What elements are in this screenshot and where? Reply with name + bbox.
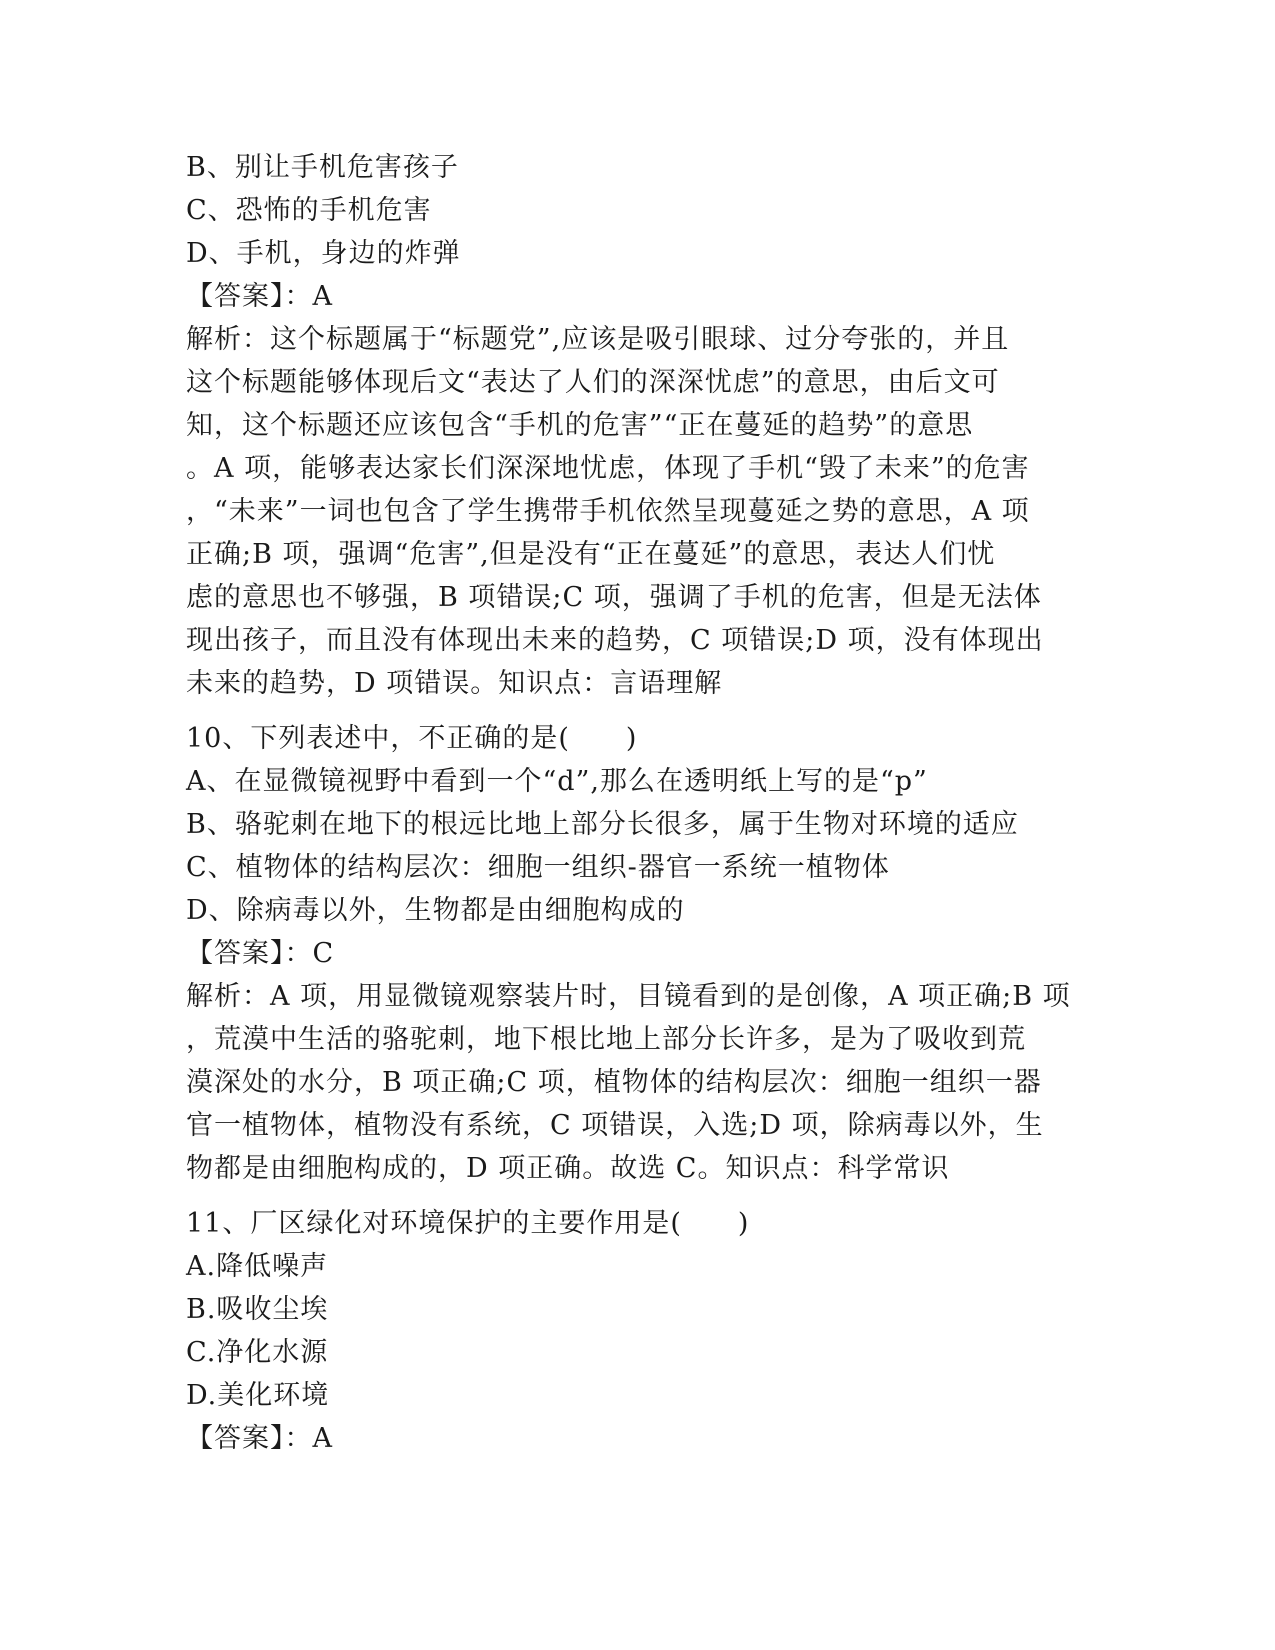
q10-option-c: C、植物体的结构层次：细胞一组织-器官一系统一植物体: [186, 852, 890, 883]
analysis-line: 知，这个标题还应该包含“手机的危害”“正在蔓延的趋势”的意思: [186, 410, 974, 441]
q11-option-a: A.降低噪声: [186, 1251, 329, 1282]
q9-option-d: D、手机，身边的炸弹: [186, 238, 461, 269]
q11-option-d: D.美化环境: [186, 1380, 330, 1411]
q10-question: 10、下列表述中，不正确的是( ): [186, 723, 638, 754]
analysis-line: 解析：这个标题属于“标题党”,应该是吸引眼球、过分夸张的，并且: [186, 324, 1010, 355]
q11-option-b: B.吸收尘埃: [186, 1294, 329, 1325]
analysis-line: 现出孩子，而且没有体现出未来的趋势，C 项错误;D 项，没有体现出: [186, 625, 1044, 656]
q11-option-c: C.净化水源: [186, 1337, 329, 1368]
analysis-line: 官一植物体，植物没有系统，C 项错误，入选;D 项，除病毒以外，生: [186, 1110, 1044, 1141]
section-gap: [186, 1190, 1086, 1202]
q11-question: 11、厂区绿化对环境保护的主要作用是( ): [186, 1208, 750, 1239]
analysis-line: 未来的趋势，D 项错误。知识点：言语理解: [186, 668, 723, 699]
q9-analysis: [186, 318, 1086, 705]
q9-option-c: C、恐怖的手机危害: [186, 195, 432, 226]
q9-options: [186, 146, 1086, 275]
analysis-line: 解析：A 项，用显微镜观察装片时，目镜看到的是创像，A 项正确;B 项: [186, 981, 1071, 1012]
document-page: [186, 146, 1086, 1460]
q9-answer: 【答案】：A: [186, 281, 333, 312]
section-gap: [186, 705, 1086, 717]
q9-option-b: B、别让手机危害孩子: [186, 152, 459, 183]
q10-option-b: B、骆驼刺在地下的根远比地上部分长很多，属于生物对环境的适应: [186, 809, 1019, 840]
q11-answer: 【答案】：A: [186, 1423, 333, 1454]
analysis-line: ，荒漠中生活的骆驼刺，地下根比地上部分长许多，是为了吸收到荒: [186, 1024, 1026, 1055]
analysis-line: ，“未来”一词也包含了学生携带手机依然呈现蔓延之势的意思，A 项: [186, 496, 1030, 527]
analysis-line: 漠深处的水分，B 项正确;C 项，植物体的结构层次：细胞一组织一器: [186, 1067, 1042, 1098]
q10-option-d: D、除病毒以外，生物都是由细胞构成的: [186, 895, 685, 926]
q10-options: [186, 760, 1086, 932]
analysis-line: 物都是由细胞构成的，D 项正确。故选 C。知识点：科学常识: [186, 1153, 950, 1184]
q11-options: [186, 1245, 1086, 1417]
analysis-line: 这个标题能够体现后文“表达了人们的深深忧虑”的意思，由后文可: [186, 367, 1000, 398]
q10-option-a: A、在显微镜视野中看到一个“d”,那么在透明纸上写的是“p”: [186, 766, 928, 797]
analysis-line: 。A 项，能够表达家长们深深地忧虑，体现了手机“毁了未来”的危害: [186, 453, 1030, 484]
q10-analysis: [186, 975, 1086, 1190]
analysis-line: 虑的意思也不够强，B 项错误;C 项，强调了手机的危害，但是无法体: [186, 582, 1042, 613]
q10-answer: 【答案】：C: [186, 938, 335, 969]
analysis-line: 正确;B 项，强调“危害”,但是没有“正在蔓延”的意思，表达人们忧: [186, 539, 996, 570]
